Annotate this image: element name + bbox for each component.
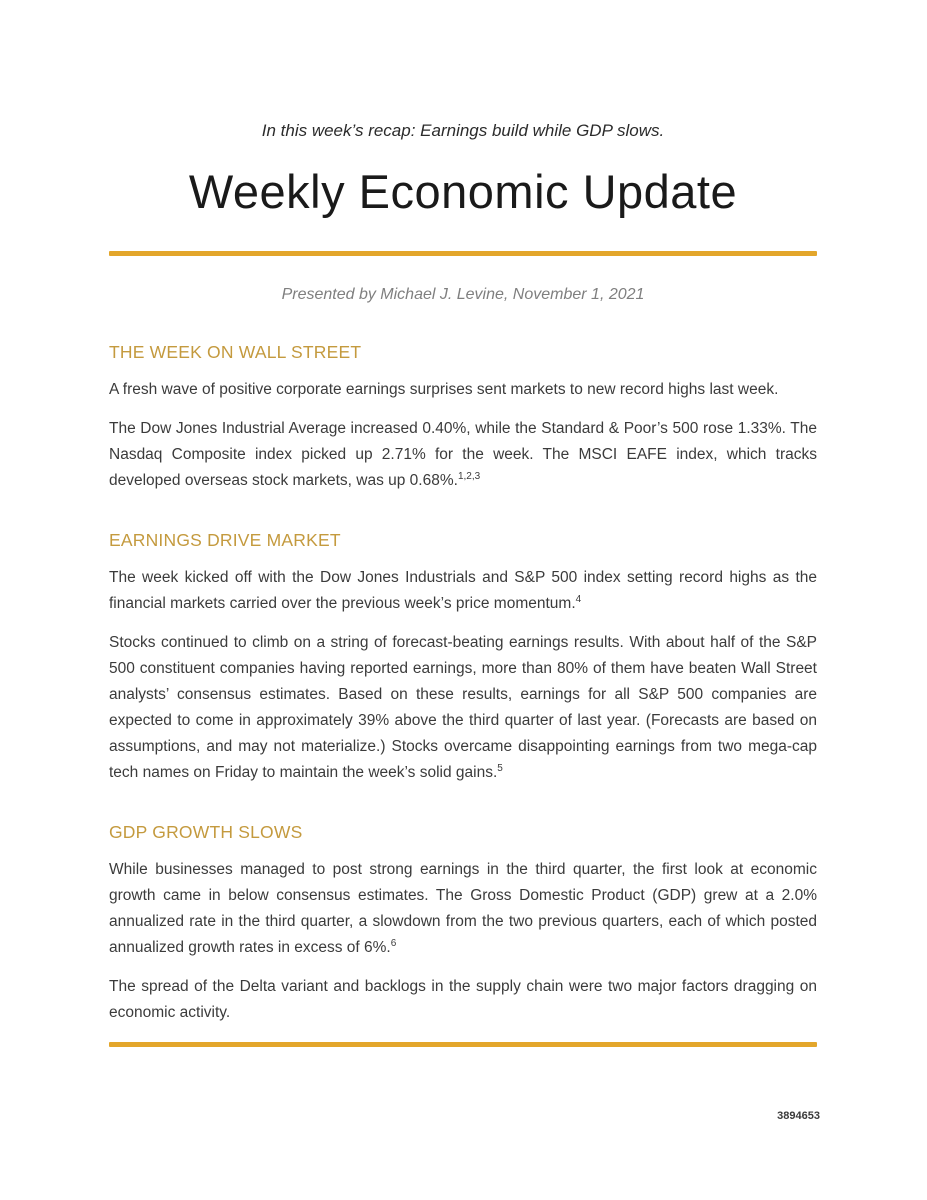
paragraph [109,377,817,403]
paragraph [109,630,817,786]
paragraph [109,416,817,494]
section-gdp-growth-slows [109,822,817,1026]
section-heading: EARNINGS DRIVE MARKET [109,530,341,551]
paragraph-text: A fresh wave of positive corporate earnings surprises sent markets to new record highs last week. [109,381,779,399]
section-earnings-drive-market [109,530,817,786]
footnote-reference: 5 [497,762,503,774]
footnote-reference: 6 [390,937,397,949]
paragraph-text: Stocks continued to climb on a string of forecast-beating earnings results. With about half of the S&P 500 constituent companies having reported earnings, more than 80% of them have beaten Wall Street analysts’ consensus estimates. Based on these results, earnings for all S&P 500 companies are expected to come in approximately 39% above the third quarter of last year. (Forecasts are based on assumptions, and may not materialize.) Stocks overcame disappointing earnings from two mega-cap tech names on Friday to maintain the week’s solid gains. [109,634,817,782]
section-heading: THE WEEK ON WALL STREET [109,342,362,363]
divider-bottom [109,1042,817,1047]
page-title: Weekly Economic Update [188,165,738,218]
presented-by-line: Presented by Michael J. Levine, November 1, 2021 [281,286,645,304]
paragraph-text: The spread of the Delta variant and backlogs in the supply chain were two major factors dragging on economic activity. [109,978,817,1022]
footnote-reference: 4 [575,593,582,605]
section-week-on-wall-street [109,342,817,494]
paragraph [109,565,817,617]
paragraph [109,974,817,1026]
recap-line: In this week’s recap: Earnings build while GDP slows. [261,121,665,140]
divider-top [109,251,817,256]
section-heading: GDP GROWTH SLOWS [109,822,303,843]
paragraph-text: The week kicked off with the Dow Jones Industrials and S&P 500 index setting record highs as the financial markets carried over the previous week’s price momentum. [109,569,817,613]
paragraph-text: While businesses managed to post strong earnings in the third quarter, the first look at economic growth came in below consensus estimates. The Gross Domestic Product (GDP) grew at a 2.0% annualized rate in the third quarter, a slowdown from the two previous quarters, each of which posted annualized growth rates in excess of 6%. [109,861,817,957]
footnote-reference: 1,2,3 [457,470,481,482]
paragraph [109,857,817,961]
footer-number: 3894653 [777,1110,820,1122]
paragraph-text: The Dow Jones Industrial Average increased 0.40%, while the Standard & Poor’s 500 rose 1.33%. The Nasdaq Composite index picked up 2.71% for the week. The MSCI EAFE index, which tracks developed overseas stock markets, was up 0.68%. [109,420,817,490]
